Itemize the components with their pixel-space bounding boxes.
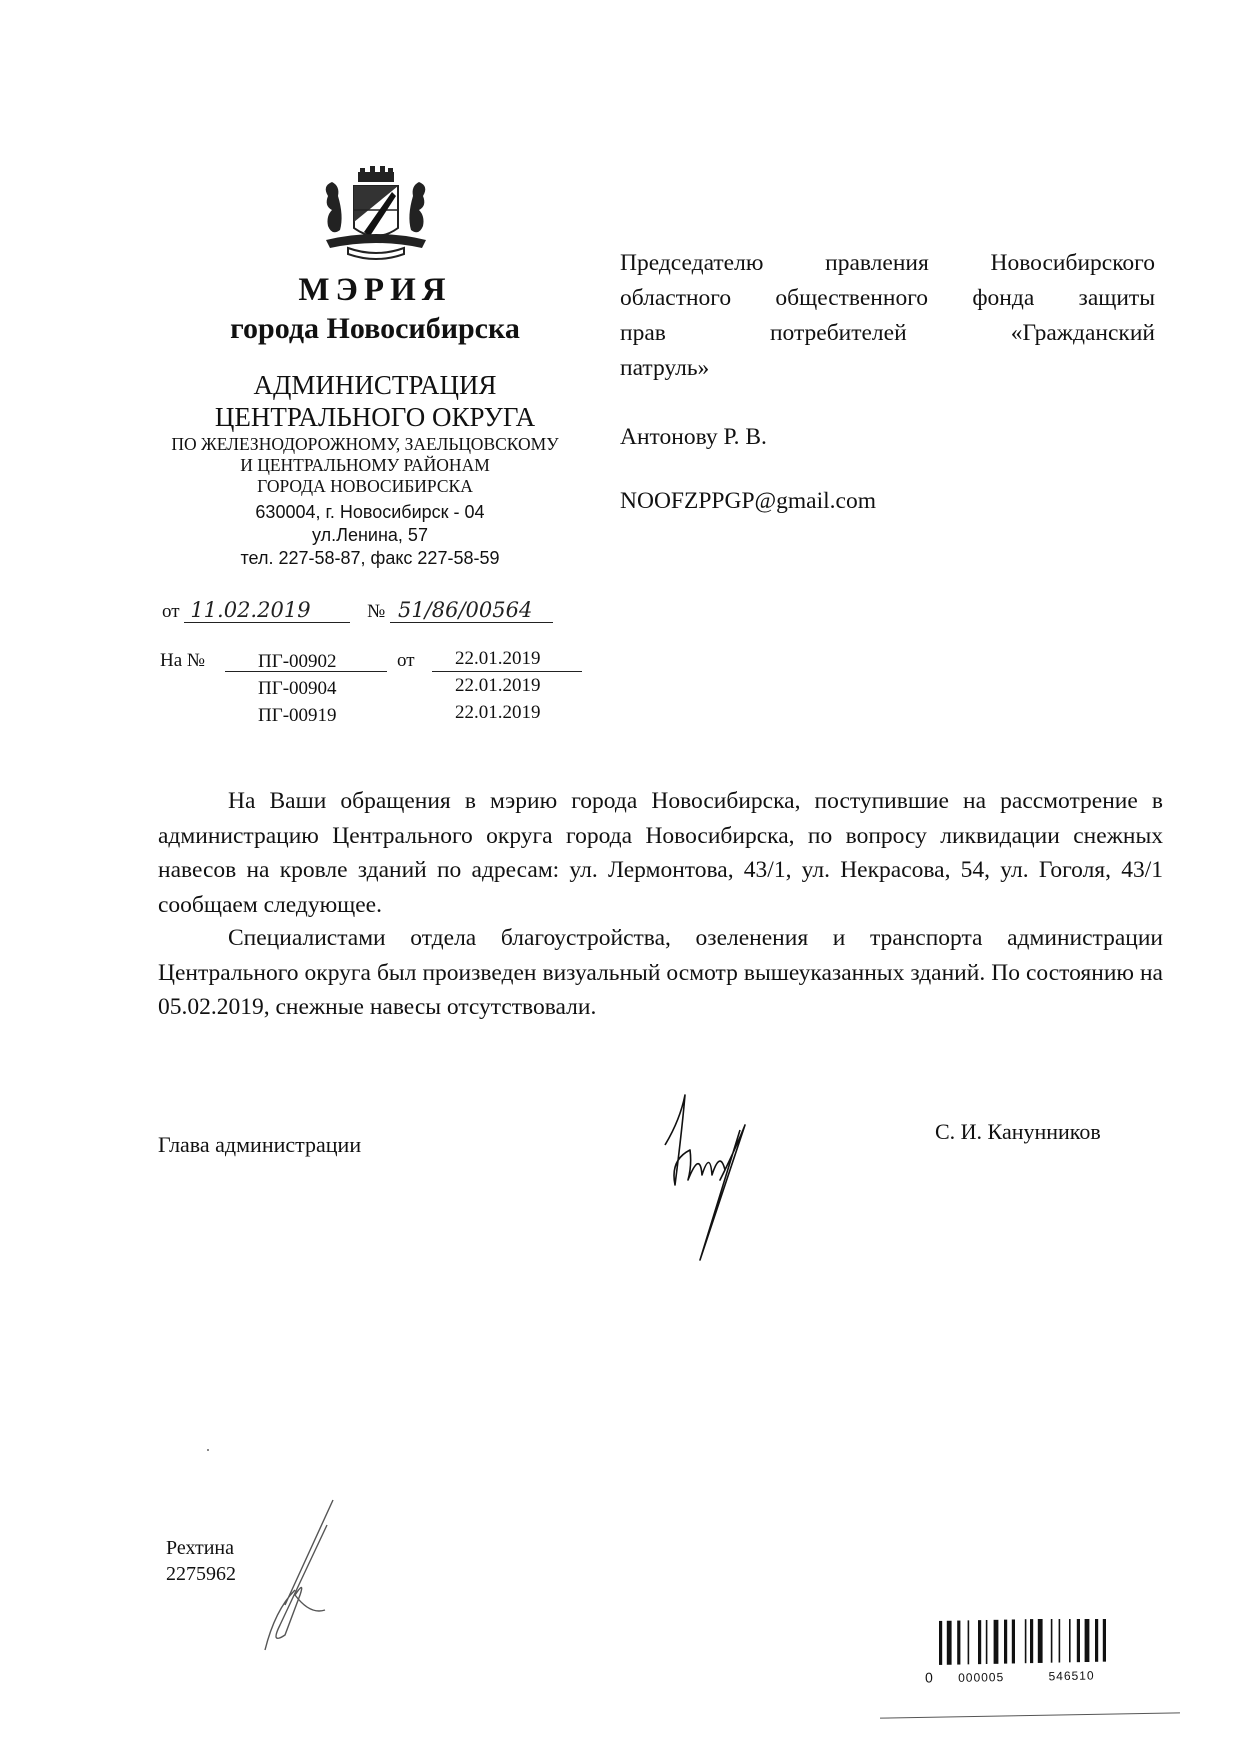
recipient-word: «Гражданский [1010,320,1155,346]
barcode-bar [939,1621,942,1665]
recipient-line: Председателю правления Новосибирского [620,250,1155,276]
barcode-bar [957,1621,960,1665]
mayor-office-city: города Новосибирска [230,312,520,345]
recipient-word: потребителей [769,320,907,346]
recipient-block [620,246,1155,386]
districts-line: И ЦЕНТРАЛЬНОМУ РАЙОНАМ [240,455,490,475]
barcode-bar [994,1620,999,1664]
body-paragraph: Специалистами отдела благоустройства, озеленения и транспорта администрации Центрального округа был произведен визуальный осмотр вышеуказанных зданий. По состоянию на 05.02.2019, снежные навесы отсутствовали. [158,925,1163,1020]
from-label: от [162,601,180,622]
barcode [935,1619,1135,1671]
barcode-digits [925,1667,1095,1686]
reference-number: ПГ-00904 [258,678,337,699]
scan-speck [207,1449,209,1451]
recipient-name: Антонову Р. В. [620,424,767,450]
recipient-line: областного общественного фонда защиты [620,285,1155,311]
barcode-prefix: 0 [924,1669,934,1686]
reference-date: 22.01.2019 [455,648,541,669]
barcode-bar [1038,1619,1043,1663]
districts-line: ПО ЖЕЛЕЗНОДОРОЖНОМУ, ЗАЕЛЬЦОВСКОМУ [171,434,559,454]
outgoing-registration [162,598,553,623]
reference-dates [455,645,541,726]
barcode-bar [1051,1619,1053,1663]
reference-date: 22.01.2019 [455,702,541,723]
barcode-left-digits: 000005 [958,1670,1005,1685]
executor-signature [255,1495,345,1655]
administration-title: АДМИНИСТРАЦИЯ [253,370,497,400]
executor-name: Рехтина [166,1537,234,1559]
barcode-bar [1069,1619,1071,1662]
barcode-bar [1103,1619,1106,1662]
signatory-name: С. И. Канунников [935,1119,1101,1144]
outgoing-date: 11.02.2019 [184,598,350,623]
outgoing-number: 51/86/00564 [390,598,553,623]
recipient-email: NOOFZPPGP@gmail.com [620,488,877,514]
barcode-bar [978,1620,981,1664]
divider-line [880,1712,1180,1718]
barcode-bar [1030,1619,1033,1663]
recipient-word: прав [620,320,666,346]
executor-phone: 2275962 [166,1563,236,1585]
postal-address: 630004, г. Новосибирск - 04 [255,502,485,522]
barcode-bar [1059,1619,1061,1663]
reference-date: 22.01.2019 [455,675,541,696]
body-paragraph: На Ваши обращения в мэрию города Новосибирска, поступившие на рассмотрение в администрацию Центрального округа города Новосибирска, по вопросу ликвидации снежных навесов на кровле зданий по адресам: ул. Лермонтова, 43/1, ул. Некрасова, 54, ул. Гоголя, 43/1 сообщаем следующее. [158,788,1163,918]
barcode-bar [1012,1619,1015,1663]
signatory-title: Глава администрации [158,1132,362,1157]
barcode-bar [1004,1620,1007,1664]
reply-from-label: от [397,650,415,671]
executor-info [166,1535,236,1587]
coat-of-arms-logo [318,166,433,266]
districts-line: ГОРОДА НОВОСИБИРСКА [257,476,473,496]
administration-district: ЦЕНТРАЛЬНОГО ОКРУГА [214,402,536,432]
barcode-right-digits: 546510 [1048,1668,1095,1684]
reply-reference-label: На № [160,650,206,671]
barcode-bar [968,1620,970,1664]
barcode-bar [947,1621,952,1665]
phone-fax: тел. 227-58-87, факс 227-58-59 [240,548,500,568]
recipient-line: патруль» [620,355,710,381]
reference-number: ПГ-00919 [258,705,337,726]
recipient-line [620,316,1155,351]
number-label: № [367,601,386,622]
barcode-bar [986,1620,988,1664]
barcode-bar [1077,1619,1080,1662]
reference-numbers [258,648,337,729]
barcode-bar [1025,1619,1027,1663]
reference-number: ПГ-00902 [258,651,337,672]
barcode-bar [1085,1619,1090,1662]
street-address: ул.Ленина, 57 [312,525,428,545]
barcode-bar [1095,1619,1098,1662]
mayor-office-title: МЭРИЯ [298,272,452,308]
handwritten-signature [640,1090,780,1265]
